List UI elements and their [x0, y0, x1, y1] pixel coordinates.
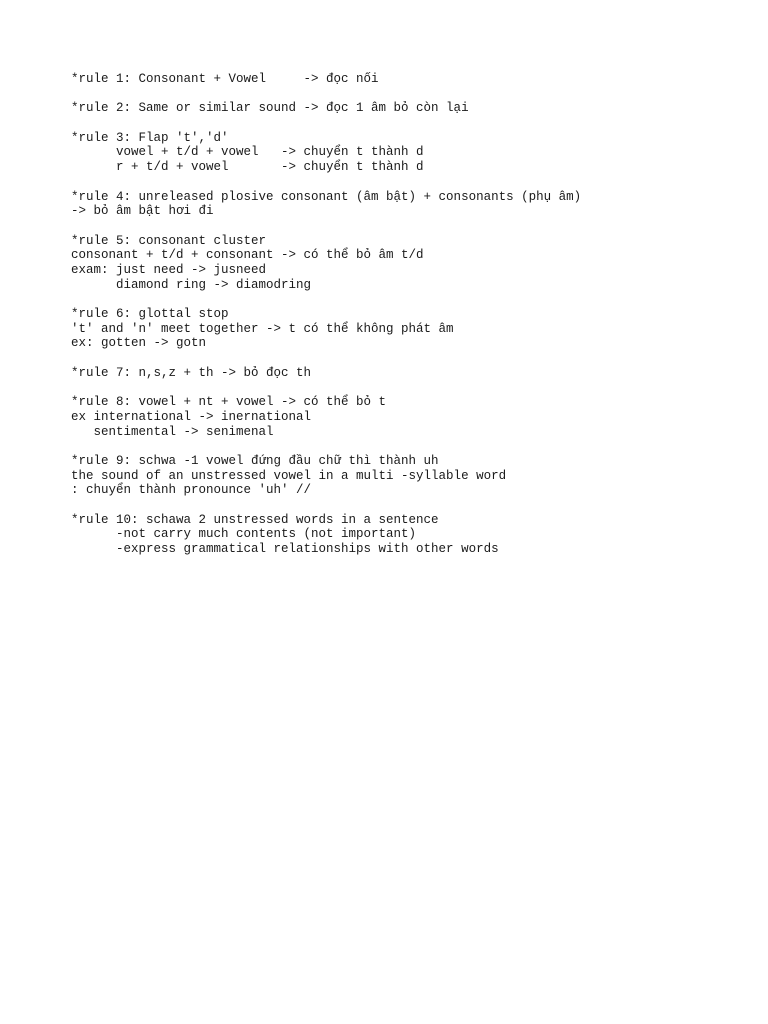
rule-8-line-2: ex international -> inernational: [71, 409, 312, 424]
rule-1-block: [71, 72, 751, 87]
rule-2-block: [71, 101, 751, 116]
rule-4-block: [71, 190, 751, 219]
rule-7-block: [71, 366, 751, 381]
rule-4-title: *rule 4: unreleased plosive consonant (âm bật) + consonants (phụ âm): [71, 189, 582, 204]
rule-3-line-2: vowel + t/d + vowel -> chuyển t thành d: [71, 145, 424, 160]
rule-3-line-3: r + t/d + vowel -> chuyển t thành d: [71, 160, 424, 175]
rule-5-block: [71, 234, 751, 293]
rule-9-line-3: : chuyển thành pronounce 'uh' //: [71, 483, 312, 498]
rule-6-line-3: ex: gotten -> gotn: [71, 336, 207, 351]
rule-2-line: *rule 2: Same or similar sound -> đọc 1 âm bỏ còn lại: [71, 101, 469, 116]
rule-8-line-3: sentimental -> senimenal: [71, 424, 274, 439]
rule-5-title: *rule 5: consonant cluster: [71, 233, 267, 248]
rule-4-line-2: -> bỏ âm bật hơi đi: [71, 204, 214, 219]
document-body: [71, 72, 751, 571]
rule-9-title: *rule 9: schwa -1 vowel đứng đầu chữ thì thành uh: [71, 453, 439, 468]
rule-8-block: [71, 395, 751, 439]
rule-8-title: *rule 8: vowel + nt + vowel -> có thể bỏ t: [71, 395, 387, 410]
rule-10-block: [71, 513, 751, 557]
rule-3-block: [71, 131, 751, 175]
rule-10-line-3: -express grammatical relationships with other words: [71, 542, 499, 556]
rule-6-title: *rule 6: glottal stop: [71, 307, 229, 321]
rule-3-title: *rule 3: Flap 't','d': [71, 130, 229, 145]
rule-1-line: *rule 1: Consonant + Vowel -> đọc nối: [71, 72, 379, 86]
rule-10-line-2: -not carry much contents (not important): [71, 527, 417, 542]
rule-6-block: [71, 307, 751, 351]
rule-6-line-2: 't' and 'n' meet together -> t có thể không phát âm: [71, 321, 454, 336]
rule-7-line: *rule 7: n,s,z + th -> bỏ đọc th: [71, 365, 312, 380]
rule-5-line-4: diamond ring -> diamodring: [71, 277, 312, 292]
rule-9-block: [71, 454, 751, 498]
rule-5-line-3: exam: just need -> jusneed: [71, 262, 267, 277]
rule-5-line-2: consonant + t/d + consonant -> có thể bỏ âm t/d: [71, 248, 424, 263]
rule-9-line-2: the sound of an unstressed vowel in a multi -syllable word: [71, 468, 507, 483]
rule-10-title: *rule 10: schawa 2 unstressed words in a sentence: [71, 512, 439, 527]
